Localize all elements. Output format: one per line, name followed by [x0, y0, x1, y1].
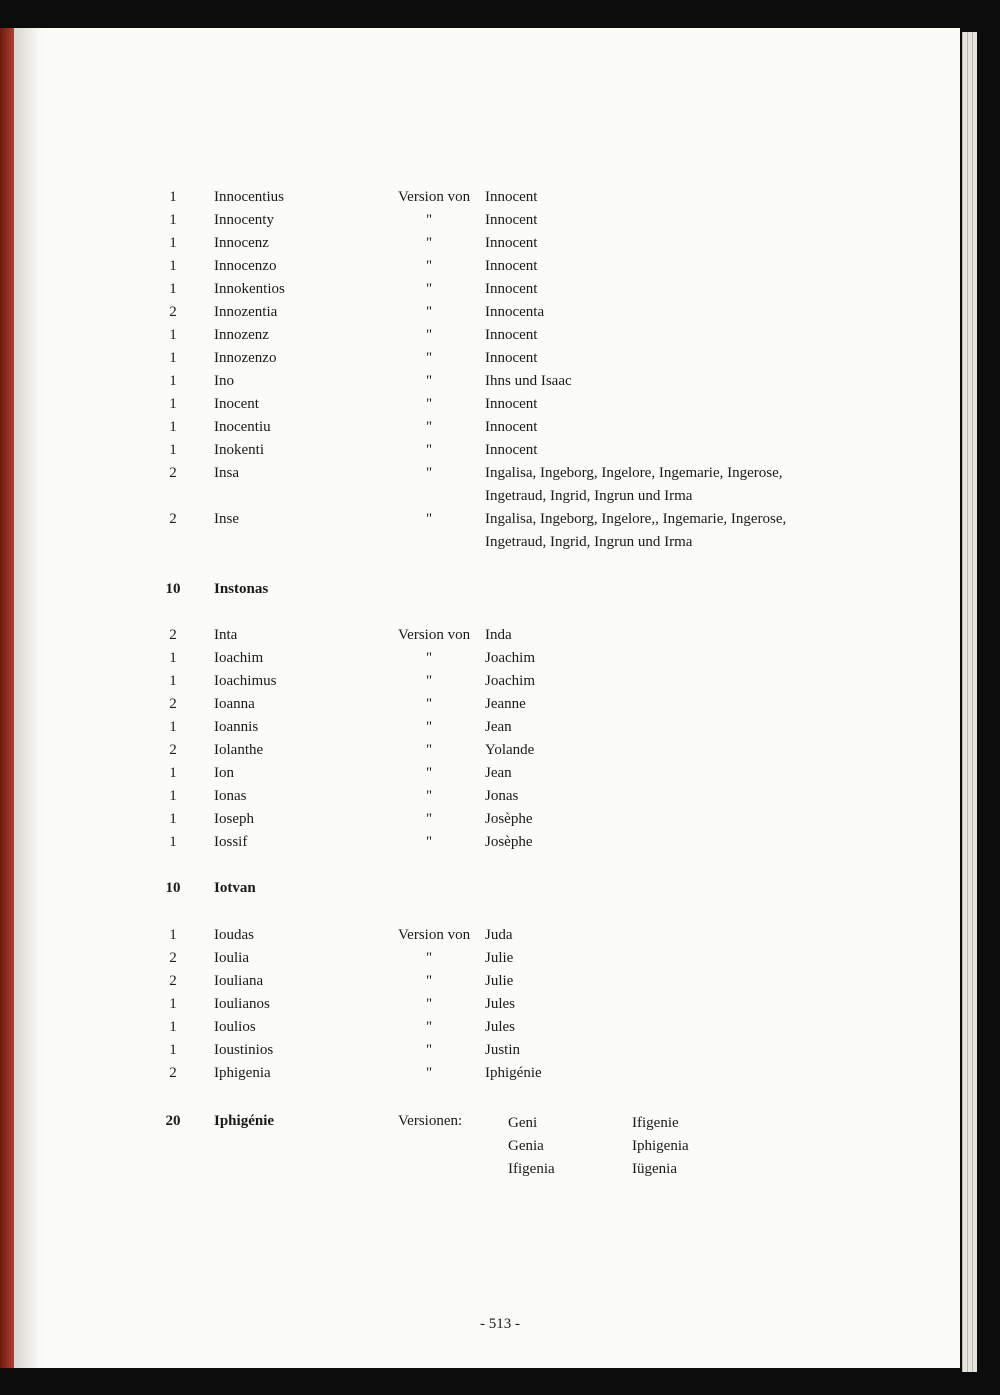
index-entry — [0, 696, 1000, 719]
entry-count: 2 — [169, 696, 177, 712]
index-entry — [0, 742, 1000, 765]
entry-count: 2 — [169, 973, 177, 989]
entry-target: Ihns und Isaac — [485, 373, 572, 389]
index-entry — [0, 442, 1000, 465]
entry-name: Iouliana — [214, 973, 264, 989]
entry-name: Ioulios — [214, 1019, 256, 1035]
version-label: Version von — [398, 627, 471, 643]
ditto-mark: " — [425, 442, 433, 458]
entry-count: 10 — [165, 880, 181, 896]
entry-name: Ioulianos — [214, 996, 270, 1012]
version-item: Ifigenie — [632, 1115, 679, 1131]
entry-target: Jeanne — [485, 696, 526, 712]
index-entry — [0, 1065, 1000, 1088]
entry-name: Inocent — [214, 396, 259, 412]
entry-count: 1 — [169, 996, 177, 1012]
index-entry — [0, 973, 1000, 996]
entry-target: Justin — [485, 1042, 521, 1058]
entry-target: Jules — [485, 996, 515, 1012]
entry-count: 1 — [169, 673, 177, 689]
entry-count: 1 — [169, 327, 177, 343]
entry-target: Joachim — [485, 673, 535, 689]
version-label: Version von — [398, 189, 471, 205]
ditto-mark: " — [425, 950, 433, 966]
entry-target: Ingalisa, Ingeborg, Ingelore,, Ingemarie, Ingerose, — [485, 511, 787, 527]
entry-target: Jean — [485, 765, 512, 781]
entry-target: Innocent — [485, 350, 538, 366]
entry-name: Iossif — [214, 834, 248, 850]
entry-target-continued: Ingetraud, Ingrid, Ingrun und Irma — [485, 534, 693, 550]
index-entry — [0, 834, 1000, 857]
entry-target: Innocent — [485, 281, 538, 297]
entry-name: Innocenz — [214, 235, 269, 251]
ditto-mark: " — [425, 742, 433, 758]
index-entry — [0, 811, 1000, 834]
entry-target: Joachim — [485, 650, 535, 666]
entry-name: Iotvan — [214, 880, 256, 896]
version-item: Geni — [508, 1115, 538, 1131]
entry-count: 1 — [169, 834, 177, 850]
index-entry — [0, 465, 1000, 504]
entry-target: Julie — [485, 973, 514, 989]
index-entry — [0, 281, 1000, 304]
entry-target: Iphigénie — [485, 1065, 542, 1081]
entry-target: Julie — [485, 950, 514, 966]
entry-count: 1 — [169, 350, 177, 366]
entry-count: 1 — [169, 235, 177, 251]
index-entry — [0, 511, 1000, 550]
ditto-mark: " — [425, 419, 433, 435]
entry-name: Inokenti — [214, 442, 264, 458]
entry-target: Inda — [485, 627, 512, 643]
entry-count: 2 — [169, 627, 177, 643]
entry-name: Innokentios — [214, 281, 285, 297]
entry-name: Ioannis — [214, 719, 259, 735]
entry-name: Innozenzo — [214, 350, 277, 366]
entry-target: Innocent — [485, 327, 538, 343]
entry-count: 1 — [169, 419, 177, 435]
entry-count: 1 — [169, 1042, 177, 1058]
index-entry — [0, 258, 1000, 281]
ditto-mark: " — [425, 396, 433, 412]
entry-target: Jonas — [485, 788, 519, 804]
entry-name: Ioachimus — [214, 673, 277, 689]
entry-target: Innocent — [485, 212, 538, 228]
entry-name: Ion — [214, 765, 234, 781]
index-entry — [0, 880, 1000, 903]
index-entry — [0, 765, 1000, 788]
entry-name: Innocenty — [214, 212, 274, 228]
entry-target: Innocent — [485, 235, 538, 251]
ditto-mark: " — [425, 973, 433, 989]
ditto-mark: " — [425, 304, 433, 320]
entry-count: 1 — [169, 927, 177, 943]
ditto-mark: " — [425, 511, 433, 527]
entry-name: Ioachim — [214, 650, 264, 666]
entry-name: Iphigénie — [214, 1113, 275, 1129]
ditto-mark: " — [425, 1042, 433, 1058]
entry-name: Innocenzo — [214, 258, 277, 274]
entry-target: Innocent — [485, 442, 538, 458]
entry-name: Innocentius — [214, 189, 284, 205]
entry-name: Ioulia — [214, 950, 249, 966]
entry-count: 20 — [165, 1113, 181, 1129]
entry-count: 1 — [169, 719, 177, 735]
index-entry — [0, 927, 1000, 950]
entry-name: Ioudas — [214, 927, 254, 943]
index-entry — [0, 419, 1000, 442]
ditto-mark: " — [425, 350, 433, 366]
entry-count: 1 — [169, 258, 177, 274]
entry-target: Josèphe — [485, 834, 533, 850]
entry-count: 1 — [169, 189, 177, 205]
entry-target-continued: Ingetraud, Ingrid, Ingrun und Irma — [485, 488, 693, 504]
page-number: - 513 - — [480, 1316, 520, 1332]
entry-count: 1 — [169, 765, 177, 781]
entry-name: Ioustinios — [214, 1042, 274, 1058]
ditto-mark: " — [425, 788, 433, 804]
entry-count: 2 — [169, 511, 177, 527]
index-entry — [0, 1042, 1000, 1065]
entry-count: 1 — [169, 788, 177, 804]
entry-target: Innocent — [485, 396, 538, 412]
entry-target: Innocenta — [485, 304, 545, 320]
index-entry — [0, 1113, 1000, 1177]
index-entry — [0, 327, 1000, 350]
index-entry — [0, 650, 1000, 673]
ditto-mark: " — [425, 696, 433, 712]
entry-count: 1 — [169, 650, 177, 666]
ditto-mark: " — [425, 650, 433, 666]
entry-count: 2 — [169, 950, 177, 966]
entry-name: Innozentia — [214, 304, 278, 320]
ditto-mark: " — [425, 834, 433, 850]
index-entry — [0, 350, 1000, 373]
entry-target: Innocent — [485, 189, 538, 205]
index-entry — [0, 950, 1000, 973]
version-label: Versionen: — [398, 1113, 463, 1129]
index-entry — [0, 996, 1000, 1019]
entry-count: 1 — [169, 396, 177, 412]
index-entry — [0, 1019, 1000, 1042]
entry-count: 2 — [169, 1065, 177, 1081]
ditto-mark: " — [425, 765, 433, 781]
ditto-mark: " — [425, 212, 433, 228]
entry-count: 1 — [169, 212, 177, 228]
index-entry — [0, 719, 1000, 742]
index-entry — [0, 189, 1000, 212]
entry-count: 2 — [169, 304, 177, 320]
entry-name: Insa — [214, 465, 239, 481]
entry-count: 1 — [169, 442, 177, 458]
entry-target: Josèphe — [485, 811, 533, 827]
ditto-mark: " — [425, 1065, 433, 1081]
entry-target: Innocent — [485, 258, 538, 274]
index-entry — [0, 673, 1000, 696]
entry-count: 1 — [169, 811, 177, 827]
entry-name: Instonas — [214, 581, 269, 597]
ditto-mark: " — [425, 258, 433, 274]
index-entry — [0, 627, 1000, 650]
entry-name: Ionas — [214, 788, 247, 804]
index-entry — [0, 212, 1000, 235]
entry-target: Jean — [485, 719, 512, 735]
index-entry — [0, 788, 1000, 811]
entry-name: Ioanna — [214, 696, 255, 712]
entry-count: 2 — [169, 465, 177, 481]
entry-target: Yolande — [485, 742, 535, 758]
entry-name: Iphigenia — [214, 1065, 271, 1081]
version-item: Ifigenia — [508, 1161, 555, 1177]
ditto-mark: " — [425, 281, 433, 297]
entry-name: Inta — [214, 627, 238, 643]
entry-count: 2 — [169, 742, 177, 758]
ditto-mark: " — [425, 673, 433, 689]
index-entry — [0, 373, 1000, 396]
entry-target: Innocent — [485, 419, 538, 435]
ditto-mark: " — [425, 235, 433, 251]
version-label: Version von — [398, 927, 471, 943]
version-item: Iügenia — [632, 1161, 677, 1177]
entry-count: 1 — [169, 281, 177, 297]
ditto-mark: " — [425, 811, 433, 827]
entry-name: Inse — [214, 511, 239, 527]
entry-name: Ino — [214, 373, 234, 389]
ditto-mark: " — [425, 996, 433, 1012]
entry-name: Inocentiu — [214, 419, 271, 435]
version-item: Genia — [508, 1138, 544, 1154]
entry-count: 1 — [169, 1019, 177, 1035]
entry-count: 10 — [165, 581, 181, 597]
entry-name: Innozenz — [214, 327, 269, 343]
ditto-mark: " — [425, 373, 433, 389]
entry-name: Ioseph — [214, 811, 254, 827]
index-entry — [0, 304, 1000, 327]
entry-count: 1 — [169, 373, 177, 389]
ditto-mark: " — [425, 327, 433, 343]
index-entry — [0, 581, 1000, 604]
entry-target: Jules — [485, 1019, 515, 1035]
entry-target: Ingalisa, Ingeborg, Ingelore, Ingemarie, Ingerose, — [485, 465, 783, 481]
entry-name: Iolanthe — [214, 742, 264, 758]
index-entry — [0, 396, 1000, 419]
index-entry — [0, 235, 1000, 258]
ditto-mark: " — [425, 719, 433, 735]
version-item: Iphigenia — [632, 1138, 689, 1154]
entry-target: Juda — [485, 927, 513, 943]
ditto-mark: " — [425, 465, 433, 481]
ditto-mark: " — [425, 1019, 433, 1035]
